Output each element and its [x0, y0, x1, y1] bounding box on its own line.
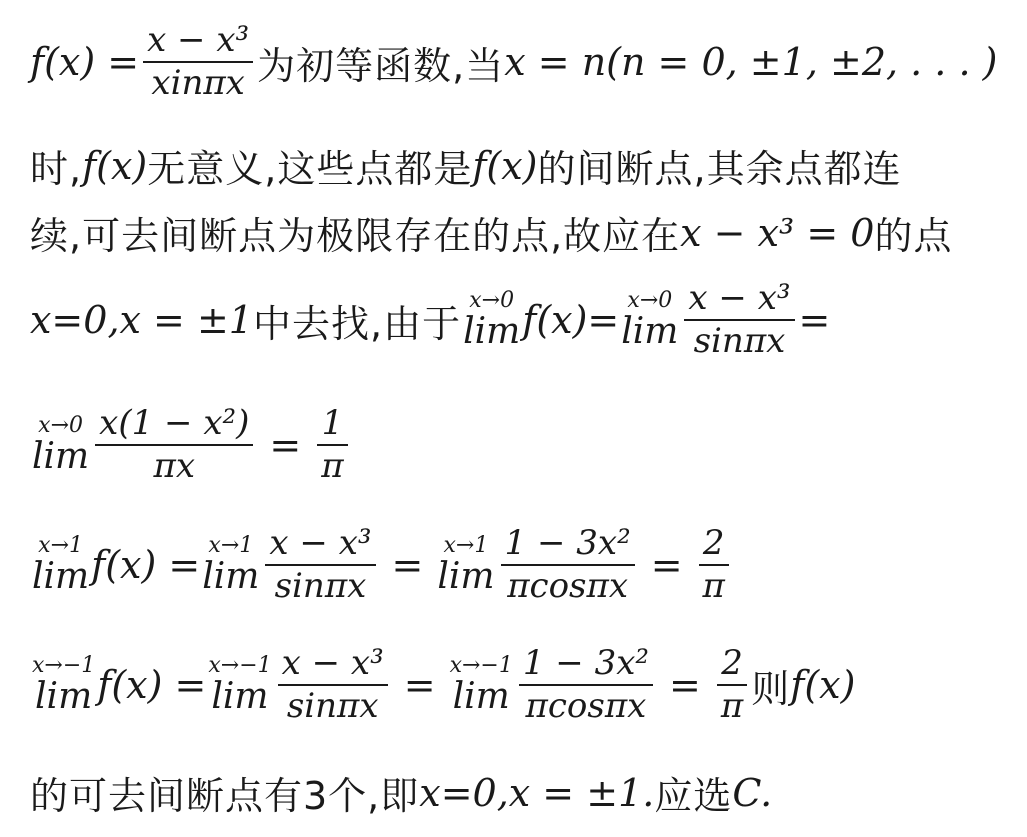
limit-operator — [32, 532, 90, 597]
limit-operator — [449, 652, 513, 717]
limit-word: lim — [32, 435, 90, 477]
fraction — [501, 525, 635, 606]
fraction-denominator: πx — [153, 446, 196, 487]
function-symbol: f(x) = — [91, 543, 201, 588]
fraction-numerator: 2 — [702, 523, 725, 563]
fraction-numerator: x − x³ — [147, 20, 250, 60]
condition-expression: x = n(n = 0, ±1, ±2, . . . ) — [504, 40, 998, 85]
equals-sign: = — [669, 663, 701, 708]
limit-word: lim — [202, 555, 260, 597]
line-8 — [30, 765, 772, 820]
fraction-numerator: 1 − 3x² — [522, 643, 650, 683]
fraction-numerator: 1 — [321, 403, 344, 443]
fraction-denominator: π — [702, 566, 725, 607]
fraction-numerator: x − x³ — [281, 643, 384, 683]
limit-operator — [463, 287, 521, 352]
fraction — [278, 645, 388, 726]
fraction — [265, 525, 375, 606]
point-x1: x = ±1. — [508, 770, 655, 815]
limit-operator — [32, 412, 90, 477]
limit-subscript: x→0 — [627, 287, 673, 313]
limit-operator — [621, 287, 679, 352]
limit-word: lim — [437, 555, 495, 597]
limit-operator — [202, 532, 260, 597]
limit-word: lim — [621, 310, 679, 352]
result-fraction — [317, 405, 347, 486]
line-7 — [30, 645, 855, 726]
text-segment: 中去找,由于 — [252, 301, 462, 346]
line-5 — [30, 405, 352, 486]
fraction-numerator: x − x³ — [688, 278, 791, 318]
text-segment: 的点 — [874, 214, 953, 258]
text-segment: 应选 — [654, 774, 733, 818]
limit-subscript: x→1 — [208, 532, 254, 558]
equals-sign: = — [650, 543, 683, 588]
function-symbol: f(x)= — [522, 298, 620, 343]
fraction-numerator: 2 — [721, 643, 743, 683]
limit-operator — [208, 652, 272, 717]
limit-subscript: x→0 — [469, 287, 515, 313]
limit-word: lim — [452, 675, 510, 717]
fraction-denominator: sinπx — [274, 566, 367, 607]
text-segment: 则 — [751, 666, 791, 711]
equation: x − x³ = 0 — [680, 210, 875, 255]
point-x1: x = ±1 — [119, 298, 253, 343]
text-segment: 的可去间断点有3个,即 — [30, 774, 420, 818]
fraction-definition — [143, 22, 253, 103]
fraction-denominator: πcosπx — [507, 566, 629, 607]
limit-word: lim — [32, 555, 90, 597]
fraction — [95, 405, 253, 486]
equals-sign: = — [798, 298, 831, 343]
text-segment: 为初等函数,当 — [257, 43, 505, 88]
limit-word: lim — [35, 675, 93, 717]
limit-operator — [437, 532, 495, 597]
limit-word: lim — [211, 675, 269, 717]
point-x0: x=0, — [419, 770, 509, 815]
text-segment: 续,可去间断点为极限存在的点,故应在 — [30, 214, 681, 258]
line-4 — [30, 280, 830, 361]
equals-sign: = — [403, 663, 436, 708]
function-symbol: f(x) = — [97, 663, 207, 708]
line-6 — [30, 525, 733, 606]
answer-choice: C. — [732, 770, 773, 815]
point-x0: x=0, — [30, 298, 120, 343]
equals-sign: = — [391, 543, 424, 588]
text-segment: 的间断点,其余点都连 — [537, 147, 902, 191]
fraction-numerator: x(1 − x²) — [99, 403, 250, 443]
fraction-denominator: π — [720, 686, 744, 727]
line-3 — [30, 205, 952, 260]
limit-subscript: x→−1 — [208, 652, 272, 678]
text-segment: 无意义,这些点都是 — [147, 147, 473, 191]
limit-operator — [32, 652, 96, 717]
function-definition: f(x) = — [30, 40, 140, 85]
text-segment: 时, — [30, 147, 83, 191]
function-symbol: f(x) — [82, 143, 148, 188]
fraction — [684, 280, 794, 361]
fraction-denominator: π — [321, 446, 344, 487]
fraction-denominator: sinπx — [286, 686, 379, 727]
fraction-denominator: sinπx — [693, 321, 786, 362]
limit-word: lim — [463, 310, 521, 352]
fraction-denominator: xinπx — [151, 63, 245, 104]
equals-sign: = — [269, 423, 302, 468]
limit-subscript: x→1 — [443, 532, 489, 558]
function-symbol: f(x) — [790, 663, 856, 708]
limit-subscript: x→−1 — [32, 652, 96, 678]
limit-subscript: x→1 — [38, 532, 83, 558]
fraction-numerator: 1 − 3x² — [504, 523, 631, 563]
fraction — [519, 645, 653, 726]
limit-subscript: x→0 — [38, 412, 83, 438]
fraction-denominator: πcosπx — [525, 686, 647, 727]
line-1 — [30, 22, 997, 103]
limit-subscript: x→−1 — [449, 652, 513, 678]
fraction-numerator: x − x³ — [269, 523, 372, 563]
result-fraction — [717, 645, 747, 726]
function-symbol: f(x) — [472, 143, 538, 188]
line-2 — [30, 138, 902, 193]
result-fraction — [699, 525, 729, 606]
